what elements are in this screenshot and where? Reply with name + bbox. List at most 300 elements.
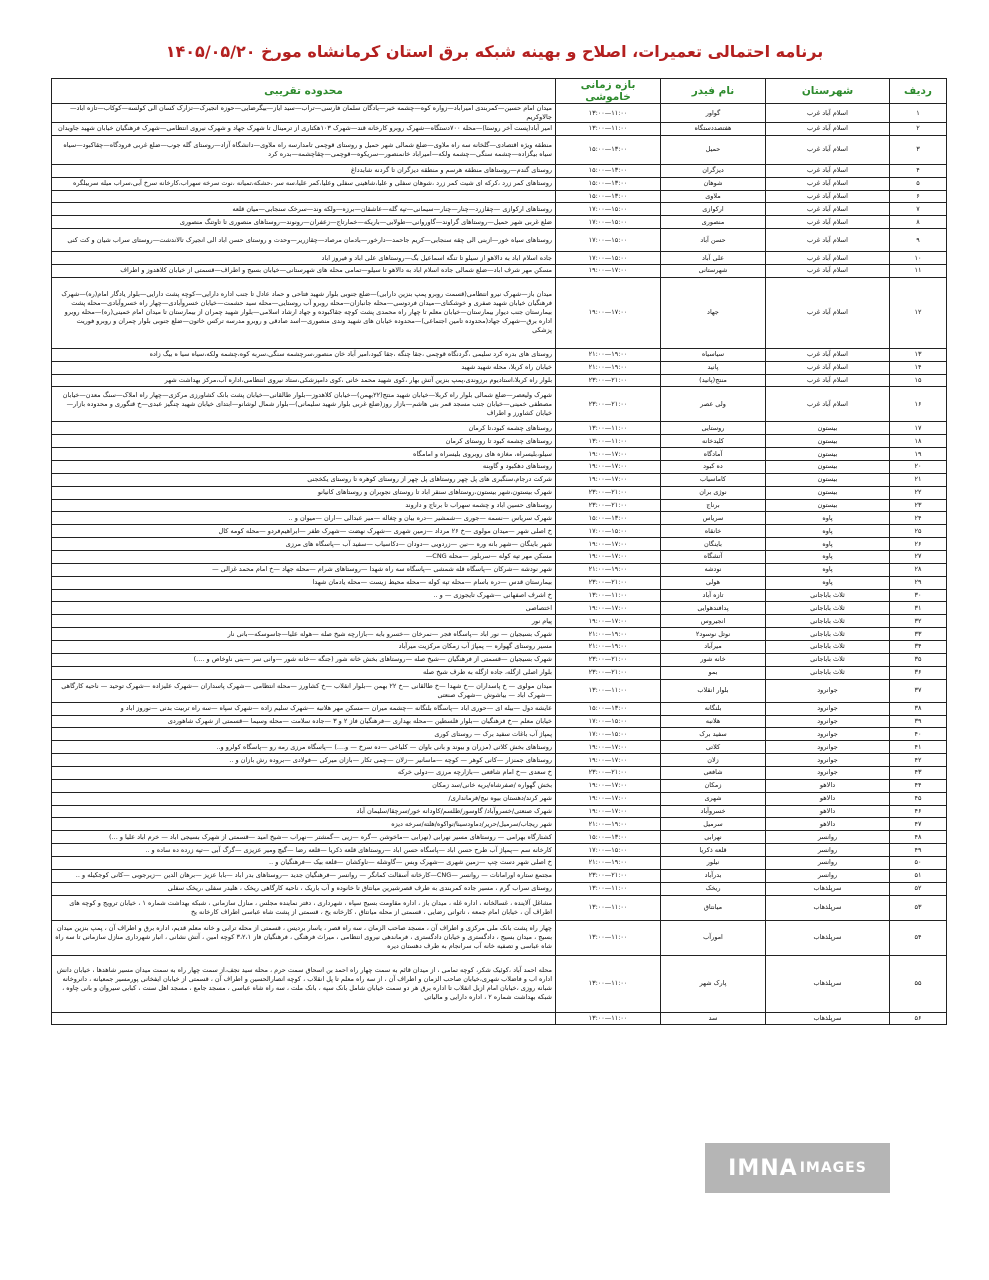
cell-row-number: ۲۰ [890,461,947,474]
table-row [52,104,947,123]
cell-outage-time: ۱۵:۰۰—۱۷:۰۰ [556,229,661,252]
table-row [52,525,947,538]
table-row [52,387,947,422]
table-row [52,177,947,190]
cell-row-number: ۵۲ [890,882,947,895]
cell-area: شهرک بیستون،شهر بیستون،روستاهای سنقر اباد تا روستای نجوبران و روستاهای کانیانو [52,486,556,499]
cell-county: اسلام آباد غرب [766,361,890,374]
document-title: برنامه احتمالی تعمیرات، اصلاح و بهینه شبکه برق استان کرمانشاه مورخ ۱۴۰۵/۰۵/۲۰ [165,42,824,61]
cell-row-number: ۲۶ [890,538,947,551]
cell-county: اسلام آباد غرب [766,277,890,348]
table-row [52,920,947,955]
cell-area: سیلو،بلیسراه، مغازه های روبروی بلیسراه و امامگاه [52,448,556,461]
cell-row-number: ۲۲ [890,486,947,499]
table-row [52,602,947,615]
cell-area: خ اشرف اصفهانی —شهرک تایجوزی — و .. [52,589,556,602]
table-row [52,754,947,767]
cell-feeder: روستایی [661,422,766,435]
cell-outage-time: ۱۳:۰۰—۱۵:۰۰ [556,831,661,844]
cell-outage-time: ۱۵:۰۰—۱۷:۰۰ [556,216,661,229]
table-row [52,666,947,679]
cell-feeder: منتج(پانید) [661,374,766,387]
cell-area: خیابان راه کربلا، محله شهید شهید [52,361,556,374]
cell-area: روستاهای ارکوازی —چقازرد—چنار—چنار—سیمانی—تپه گله—عاشقان—برزه—ولکه وند—سرخک سنجابی—میان قلعه [52,203,556,216]
cell-feeder: انجیروس [661,615,766,628]
cell-feeder: سرمیل [661,818,766,831]
cell-county: دالاهو [766,779,890,792]
table-row [52,856,947,869]
cell-outage-time: ۲۱:۰۰—۲۳:۰۰ [556,499,661,512]
cell-row-number: ۵۰ [890,856,947,869]
cell-feeder: علی آباد [661,252,766,265]
cell-row-number: ۴۲ [890,754,947,767]
cell-county: دالاهو [766,792,890,805]
table-row [52,818,947,831]
table-row [52,576,947,589]
cell-feeder: گواور [661,104,766,123]
watermark-sub: IMAGES [799,1160,867,1176]
cell-outage-time: ۱۵:۰۰—۱۷:۰۰ [556,715,661,728]
cell-feeder: تازه آباد [661,589,766,602]
cell-feeder: ده کبود [661,461,766,474]
cell-area: روستاهای چشمه کبود،تا کرمان [52,422,556,435]
cell-area: شهرک ولیعصر—ضلع شمالی بلوار راه کربلا—خیابان شهید منتج(۲۲بهمن)—خیابان کلاهدوز—بلوار طالقانی—خیابان پشت بانک کشاورزی مرکزی—چهار راه املاک—سنگ معدن—خیابان مصطفی خمینی—خیابان جنب مسجد قمر بنی هاشم—بازار روز(ضلع غربی بلوار شهید سلیمانی)—بلوار شمال لوشانو—ابتدای خیابان شهید چنگیز عبدی—خ قنگوری و محدوده بازار—خیابان کشاورز و اطراف [52,387,556,422]
cell-row-number: ۳۱ [890,602,947,615]
cell-feeder: جهاد [661,277,766,348]
table-row [52,728,947,741]
cell-county: پاوه [766,512,890,525]
cell-county: اسلام آباد غرب [766,374,890,387]
cell-outage-time: ۱۱:۰۰—۱۳:۰۰ [556,104,661,123]
cell-outage-time: ۱۷:۰۰—۱۹:۰۰ [556,461,661,474]
cell-county: سرپلذهاب [766,1012,890,1025]
cell-area: روستای گندم—روستاهای منطقه هرسم و منطقه دیزگران تا گردنه شابدداغ [52,164,556,177]
cell-row-number: ۱۶ [890,387,947,422]
cell-feeder: زمکان [661,779,766,792]
cell-row-number: ۲۳ [890,499,947,512]
cell-area: منطقه ویژه اقتصادی—گلخانه سه راه ملاوی—ضلع شمالی شهر حمیل و روستای قوچمی تامدارسه راه ملاوی—دانشگاه آزاد—روستای گله جوب—ضلع غربی فرودگاه—چقاکبود—سیاه سیاه بیگزاده—چشمه سنگی—چشمه ولکه—امیراباد خانمنصور—سریکوه—قوچمی—چقاچشمه—بدره کرد [52,135,556,164]
cell-feeder: شهری [661,792,766,805]
table-row [52,435,947,448]
cell-row-number: ۸ [890,216,947,229]
cell-outage-time: ۲۱:۰۰—۲۳:۰۰ [556,666,661,679]
cell-area: اختصاصی [52,602,556,615]
cell-outage-time: ۱۷:۰۰—۱۹:۰۰ [556,615,661,628]
cell-feeder: باینگان [661,538,766,551]
cell-area: کارخانه سم —پمپاژ آب طرح حسن اباد —پاسگاه حسن اباد —روستاهای قلعه ذکریا —قلعه رضا —گیچ ومیر عزیزی —گرگ آبی —تپه زرده ده ساده و .. [52,844,556,857]
cell-outage-time: ۱۷:۰۰—۱۹:۰۰ [556,602,661,615]
cell-row-number: ۵۵ [890,955,947,1012]
cell-row-number: ۱۵ [890,374,947,387]
cell-outage-time: ۱۵:۰۰—۱۷:۰۰ [556,252,661,265]
table-row [52,190,947,203]
cell-outage-time: ۲۱:۰۰—۲۳:۰۰ [556,766,661,779]
cell-outage-time: ۱۵:۰۰—۱۷:۰۰ [556,525,661,538]
table-row [52,895,947,920]
cell-feeder: سریاس [661,512,766,525]
cell-row-number: ۵ [890,177,947,190]
watermark-brand: IMNA [728,1155,798,1181]
cell-county: پاوه [766,525,890,538]
cell-county: پاوه [766,576,890,589]
cell-outage-time: ۱۱:۰۰—۱۳:۰۰ [556,1012,661,1025]
cell-row-number: ۱۳ [890,348,947,361]
cell-outage-time: ۱۹:۰۰—۲۱:۰۰ [556,348,661,361]
table-row [52,628,947,641]
table-row [52,551,947,564]
cell-county: اسلام آباد غرب [766,387,890,422]
column-header-outage-time: بازه زمانی خاموشی [556,79,661,104]
cell-feeder: بلوار انقلاب [661,679,766,702]
cell-row-number: ۵۳ [890,895,947,920]
cell-county: پاوه [766,538,890,551]
cell-row-number: ۲۷ [890,551,947,564]
cell-feeder: حمیل [661,135,766,164]
table-row [52,512,947,525]
cell-feeder: شهرستانی [661,265,766,278]
cell-outage-time: ۱۱:۰۰—۱۳:۰۰ [556,123,661,136]
cell-outage-time: ۱۳:۰۰—۱۵:۰۰ [556,512,661,525]
cell-county: جوانرود [766,715,890,728]
cell-row-number: ۲۹ [890,576,947,589]
table-row [52,955,947,1012]
cell-outage-time: ۲۱:۰۰—۲۳:۰۰ [556,387,661,422]
cell-row-number: ۶ [890,190,947,203]
cell-feeder: سفید برک [661,728,766,741]
table-row [52,702,947,715]
cell-outage-time: ۱۵:۰۰—۱۷:۰۰ [556,728,661,741]
cell-outage-time: ۱۳:۰۰—۱۵:۰۰ [556,177,661,190]
cell-outage-time: ۱۵:۰۰—۱۷:۰۰ [556,844,661,857]
cell-area: شهرک سریاس —نسمه —جوری —شمشیر —دره بیان و چغاله —میر عبدالی —اران —میوان و .. [52,512,556,525]
cell-feeder: سد [661,1012,766,1025]
cell-feeder: شوهان [661,177,766,190]
table-row [52,461,947,474]
cell-county: اسلام آباد غرب [766,190,890,203]
cell-county: سرپلذهاب [766,882,890,895]
cell-feeder: کاماسیاب [661,473,766,486]
cell-county: جوانرود [766,754,890,767]
cell-county: اسلام آباد غرب [766,348,890,361]
cell-row-number: ۹ [890,229,947,252]
cell-feeder: پدافندهوایی [661,602,766,615]
cell-area: میدان امام حسین—کمربندی امیراباد—زواره کوه—چشمه خیر—یادگان سلمان فارسی—تراب—سید ایاز—بیگرضایی—حوزه انجیرک—تزارک کسان الی کولسه—کوکاب—تازه اباد—جالاوکریم [52,104,556,123]
cell-row-number: ۱۸ [890,435,947,448]
imna-watermark [705,1143,890,1193]
cell-county: اسلام آباد غرب [766,164,890,177]
cell-area: میدان باز—شهرک نیرو انتظامی(قسمت روبرو پمپ بنزین دارابی)—ضلع جنوبی بلوار شهید فتاحی و حماد عادل تا جنب اداره دارایی—کوچه پشت دارایی—بلوار یادگار امام(ره)—شهرک فرهنگیان خیابان شهید صفری و خوشکنای—میدان فردوسی—محله جانبازان—محله روبرو آب روستایی—محله سید حشمت—خیابان خسروآبادی—چهار راه خسروآبادی—محله پشت بیمارستان جنب دیوار بیمارستان—خیابان معلم تا چهار راه محمدی پشت کوچه جقاکبوده و جهاد ارشاد اسلامی—بلوار شهید چمران از بیمارستان تا میدان امام خمینی(ره)—محله روبرو اداره برق—شهرک جهاد(محدوده تامین اجتماعی)—محدوده خیابان های شهید وندی منصوری—اسد صادقی و روبرو مدرسه ترکس خاتون—ضلع جنوبی بلوار چمران و روبرو فوریت پزشکی [52,277,556,348]
cell-row-number: ۲۸ [890,563,947,576]
cell-county: ثلاث باباجانی [766,589,890,602]
cell-row-number: ۳۷ [890,679,947,702]
cell-outage-time: ۱۳:۰۰—۱۵:۰۰ [556,190,661,203]
cell-feeder: بمو [661,666,766,679]
cell-county: پاوه [766,563,890,576]
cell-feeder: آتشگاه [661,551,766,564]
cell-outage-time: ۱۷:۰۰—۱۹:۰۰ [556,277,661,348]
cell-area: مجتمع ستاره اورامانات — روانسر —CNG—کارخانه آسفالت کمانگر — روانسر —فرهنگیان جدید —روستاهای بدر اباد —بابا عزیز —برهان الدین —زیرجوبی —کانی کوجکیله و .. [52,869,556,882]
table-row [52,741,947,754]
table-row [52,277,947,348]
cell-area: چهار راه پشت بانک ملی مرکزی و اطراف آن ، مسجد صاحب الزمان ، سه راه قصر ، یاسار بردیس ، قسمتی از محله ترابی و خانه معلم قدیم، اداره برق و اطراف آن ، پمپ بنزین میدان بسیج ، میدان بسیج ، دادگستری و خیابان دادگستری ، فرماندهی نیروی انتظامی ، میراث فرهنگی ، فرهنگیان فاز ۳،۲،۱ کوچه امین ، آتش نشانی ، انبار شهرداری منازل سازمانی تا سه راه شاه عباسی و تصفیه خانه آب سرانجام به طرف دهستان دیره [52,920,556,955]
table-row [52,473,947,486]
cell-feeder: قلعه ذکریا [661,844,766,857]
cell-feeder: خانقاه [661,525,766,538]
cell-feeder: نیلور [661,856,766,869]
cell-area: روستاهای کمر زرد ،کرکه ای شیت کمر زرد ،شوهان سفلی و علیا،شاهینی سفلی وعلیا،کمر علیا،سه سر ،حشکه،تمیانه ،نوت سرخه سهراب،کارخانه سرخ آبی،سراب میله سربیلگره [52,177,556,190]
cell-feeder: میرآباد [661,641,766,654]
column-header-row-number: ردیف [890,79,947,104]
cell-outage-time: ۲۱:۰۰—۲۳:۰۰ [556,374,661,387]
cell-outage-time: ۱۱:۰۰—۱۳:۰۰ [556,435,661,448]
cell-county: بیستون [766,422,890,435]
table-row [52,589,947,602]
cell-feeder: آمادگاه [661,448,766,461]
table-row [52,164,947,177]
cell-outage-time: ۱۹:۰۰—۲۱:۰۰ [556,818,661,831]
cell-row-number: ۳۲ [890,615,947,628]
cell-county: سرپلذهاب [766,955,890,1012]
cell-area: عایشه دول —بیله ای —حوری اباد —پاسگاه بلنگانه —چشمه میران —مسکن مهر هلانبه —شهرک سلیم زاده —شهرک سپاه —سه راه تربیت بدنی —نوروز اباد و [52,702,556,715]
table-row [52,641,947,654]
cell-outage-time: ۱۹:۰۰—۲۱:۰۰ [556,641,661,654]
cell-row-number: ۷ [890,203,947,216]
cell-row-number: ۴۸ [890,831,947,844]
cell-county: دالاهو [766,805,890,818]
cell-row-number: ۳۶ [890,666,947,679]
cell-outage-time: ۱۹:۰۰—۲۱:۰۰ [556,361,661,374]
table-row [52,766,947,779]
column-header-feeder: نام فیدر [661,79,766,104]
table-header-row [52,79,947,104]
cell-outage-time: ۱۵:۰۰—۱۷:۰۰ [556,203,661,216]
table-row [52,538,947,551]
cell-county: اسلام آباد غرب [766,135,890,164]
cell-row-number: ۵۴ [890,920,947,955]
cell-feeder: هفتصددستگاه [661,123,766,136]
table-row [52,229,947,252]
cell-outage-time: ۱۱:۰۰—۱۳:۰۰ [556,589,661,602]
cell-county: ثلاث باباجانی [766,628,890,641]
cell-outage-time: ۱۱:۰۰—۱۳:۰۰ [556,422,661,435]
cell-area: بلوار اصلی ازگله، جاده ازگله به طرف شیخ صله [52,666,556,679]
cell-county: بیستون [766,435,890,448]
cell-county: ثلاث باباجانی [766,602,890,615]
cell-county: بیستون [766,473,890,486]
cell-area: جاده اسلام اباد به دالاهو از سیلو تا تنگه اسماعیل بگ—روستاهای علی اباد و فیروز اباد [52,252,556,265]
cell-outage-time: ۱۳:۰۰—۱۵:۰۰ [556,702,661,715]
cell-outage-time: ۱۱:۰۰—۱۳:۰۰ [556,679,661,702]
table-row [52,486,947,499]
cell-area: روستاهای بخش کلاتی (مزران و بیوند و بانی باوان — کلیاخی —ده سرخ — و....) —پاسگاه مرزی رمه رو —پاسگاه کولرو و.. [52,741,556,754]
cell-outage-time: ۱۷:۰۰—۱۹:۰۰ [556,779,661,792]
cell-area: بلوار راه کربلا،استادیوم برزوندی،پمپ بنزین آتش بهار ،کوی شهید محمد خانی ،کوی دامپزشکی،ستاد نیروی انتظامی،اداره آب،مرکز بهداشت شهر [52,374,556,387]
table-row [52,348,947,361]
cell-county: ثلاث باباجانی [766,666,890,679]
cell-row-number: ۲۵ [890,525,947,538]
cell-feeder: هولی [661,576,766,589]
cell-outage-time: ۱۷:۰۰—۱۹:۰۰ [556,473,661,486]
cell-county: ثلاث باباجانی [766,615,890,628]
cell-area: بیمارستان قدس —دره باسام —محله تپه کوله —محله محیط زیست —محله یادمان شهدا [52,576,556,589]
cell-row-number: ۴۹ [890,844,947,857]
cell-area: خ اصلی شهر —میدان مولوی —خ ۲۶ مرداد —زمین شهری —شهرک نهضت —شهرک ظفر —ابراهیم‌فردو —محله کومه کال [52,525,556,538]
cell-county: اسلام آباد غرب [766,252,890,265]
cell-row-number: ۳۸ [890,702,947,715]
cell-feeder: نهرابی [661,831,766,844]
cell-area: روستاهای دهکبود و گاوبنه [52,461,556,474]
table-body [52,104,947,1025]
cell-row-number: ۴۱ [890,741,947,754]
cell-outage-time: ۱۳:۰۰—۱۵:۰۰ [556,164,661,177]
cell-county: سرپلذهاب [766,920,890,955]
cell-feeder: کلیدخانه [661,435,766,448]
cell-row-number: ۴ [890,164,947,177]
cell-row-number: ۴۴ [890,779,947,792]
cell-feeder: پارک شهر [661,955,766,1012]
column-header-area: محدوده تقریبی [52,79,556,104]
cell-outage-time: ۱۷:۰۰—۱۹:۰۰ [556,754,661,767]
cell-area: مسیر روستای گهواره — پمپاژ آب زمکان مرکزیت میرآباد [52,641,556,654]
cell-outage-time: ۱۷:۰۰—۱۹:۰۰ [556,551,661,564]
cell-county: اسلام آباد غرب [766,229,890,252]
table-row [52,203,947,216]
cell-area: روستای های بدره کرد سلیمی ،گردنگاه قوچمی ،جقا چنگه ،جقا کبود،امیر آباد خان منصور،سرچشمه سنگی،سربه کوه،چشمه ولکه،سیاه سیا ه بیگ زاده [52,348,556,361]
cell-county: اسلام آباد غرب [766,177,890,190]
cell-feeder: شافعی [661,766,766,779]
cell-feeder: پانید [661,361,766,374]
cell-outage-time: ۱۷:۰۰—۱۹:۰۰ [556,265,661,278]
cell-row-number: ۳۹ [890,715,947,728]
cell-row-number: ۱۴ [890,361,947,374]
cell-county: جوانرود [766,766,890,779]
cell-area: امیر آباد(پست آخر روستا)—محله ۷۰۰دستگاه—شهرک روبرو کارخانه قند—شهرک ۱۰۳هکتاری از ترمینال تا شهرک جهاد و شهرک نیروی انتظامی—شهرک فرهنگیان خیابان شهید جاویدان [52,123,556,136]
cell-outage-time: ۱۹:۰۰—۲۱:۰۰ [556,856,661,869]
cell-area: شهر باینگان —شهر بانه وره —نین —زردویی —دودان —دکاسیاب —سفید آب —پاسگاه های مرزی [52,538,556,551]
table-row [52,831,947,844]
table-row [52,563,947,576]
cell-county: روانسر [766,869,890,882]
cell-row-number: ۱۱ [890,265,947,278]
cell-outage-time: ۱۱:۰۰—۱۳:۰۰ [556,882,661,895]
cell-county: بیستون [766,499,890,512]
cell-row-number: ۴۶ [890,805,947,818]
cell-area: پیام نور [52,615,556,628]
cell-outage-time: ۱۱:۰۰—۱۳:۰۰ [556,920,661,955]
cell-row-number: ۱۹ [890,448,947,461]
cell-outage-time: ۲۱:۰۰—۲۳:۰۰ [556,576,661,589]
table-row [52,615,947,628]
cell-area: مشاغل آلاینده ، غسالخانه ، اداره غله ، میدان باز ، اداره مقاومت بسیج سپاه ، شهرداری ، دفتر نماینده مجلس ، منازل سازمانی ، شبکه بهداشت شماره ۱ ، خیابان ترویج و کوچه های اطراف آن ، خیابان امام جمعه ، ناتوانی رضایی ، قسمتی از محله میانتاق ، کارخانه یخ ، قسمتی از پشت شاه عباسی اطراف کارخانه یخ [52,895,556,920]
table-row [52,805,947,818]
cell-feeder: ولی عصر [661,387,766,422]
cell-row-number: ۴۰ [890,728,947,741]
cell-county: اسلام آباد غرب [766,123,890,136]
cell-outage-time: ۱۷:۰۰—۱۹:۰۰ [556,448,661,461]
cell-outage-time: ۲۱:۰۰—۲۳:۰۰ [556,653,661,666]
cell-row-number: ۲ [890,123,947,136]
table-row [52,882,947,895]
cell-feeder: سیاسیاه [661,348,766,361]
cell-row-number: ۳ [890,135,947,164]
cell-feeder: میانتاق [661,895,766,920]
cell-county: روانسر [766,844,890,857]
cell-outage-time: ۱۱:۰۰—۱۳:۰۰ [556,955,661,1012]
cell-outage-time: ۱۷:۰۰—۱۹:۰۰ [556,805,661,818]
cell-row-number: ۳۳ [890,628,947,641]
table-row [52,653,947,666]
cell-area: شهرک بسیجیان — نور اباد —پاسگاه فجر —نمرخان —خسرو بابه —بازارچه شیخ صله —هوله علیا—جاسوسکه—بانی نار [52,628,556,641]
cell-feeder: خانه شور [661,653,766,666]
cell-feeder: برناج [661,499,766,512]
cell-feeder: ارکوازی [661,203,766,216]
cell-row-number: ۴۷ [890,818,947,831]
table-row [52,135,947,164]
table-row [52,123,947,136]
cell-area: شرکت درجام،سنگبری های پل چهر روستاهای پل چهر از روستای کوهره تا روستای یکخجنی [52,473,556,486]
table-row [52,361,947,374]
table-row [52,715,947,728]
cell-outage-time: ۱۷:۰۰—۱۹:۰۰ [556,538,661,551]
cell-feeder: حسن آباد [661,229,766,252]
table-row [52,252,947,265]
cell-feeder: دیزگران [661,164,766,177]
cell-area: محله احمد آباد ،کوئیک شکر، کوچه تمامی ، از میدان قائم به سمت چهار راه احمد بن اسحاق سمت حرم ، محله سید نجف،از سمت چهار راه به سمت میدان مسیر شاهدها ، خیابان دانش اداره اب و فاضلاب شهری،خیابان صاحب الزمان و اطراف آن ، از سه راه معلم تا پل انقلاب ، کوچه انصارالحسین و اطراف آن ، قسمتی از خیابان ایفخانی پورمسیر جمعیانه ، دانروخانه شبانه روزی ،خیابان امام ازبل انقلاب تا اداره برق هر دو سمت خیابان شامل بانک سپه ، بانک ملت ، سه راه شاه عباسی ، مسجد جامع ، مسجد اهل سنت ، کبابی سیروان و بانی چاوه ، شبکه بهداشت شماره ۲ ، اداره دارایی و مالیاتی [52,955,556,1012]
cell-row-number: ۴۵ [890,792,947,805]
cell-area: شهرک بسیجیان —قسمتی از فرهنگیان —شیخ صله —روستاهای بخش خانه شور (جنگه —خانه شور —وانی سر —بنی ناوخاص و ....) [52,653,556,666]
cell-area: کشتارگاه بهرامی — روستاهای مسیر نهرابی (نهرابی —ماخوشن —گره —زیی —گمشتر —نهراب —شیخ امید —قسمتی از شهرک بسیجی اباد — خرم اباد علیا و ...) [52,831,556,844]
cell-outage-time: ۱۹:۰۰—۲۱:۰۰ [556,563,661,576]
cell-area: روستاهای جمنزار —کانی کوهر — کوچه —ماسانیر —زلان —چمی تکار —بازان میرکی —فولادی —بروده رش بازان و .. [52,754,556,767]
cell-feeder: زلان [661,754,766,767]
cell-feeder: ملاوی [661,190,766,203]
table-row [52,1012,947,1025]
cell-area [52,1012,556,1025]
cell-outage-time: ۲۱:۰۰—۲۳:۰۰ [556,869,661,882]
cell-row-number: ۲۴ [890,512,947,525]
cell-outage-time: ۲۱:۰۰—۲۳:۰۰ [556,486,661,499]
cell-outage-time: ۱۹:۰۰—۲۱:۰۰ [556,628,661,641]
cell-area: میدان مولوی — خ پاسداران —خ شهدا —خ طالقانی —خ ۲۲ بهمن —بلوار انقلاب —خ کشاورز —محله انتظامی —شهرک پاسداران —شهرک علیزاده —شهرک توحید — ناحیه کارگاهی —شهرک اباد — بیاشوش —شهرک صنعتی [52,679,556,702]
cell-area: شهر کرند/دهستان بیوه نیج/فرمانداری/ [52,792,556,805]
cell-county: بیستون [766,448,890,461]
cell-area: روستاهای حسین اباد و چشمه سهراب تا برناج و داروند [52,499,556,512]
cell-area: روستاهای چشمه کبود تا روستای کرمان [52,435,556,448]
table-row [52,499,947,512]
cell-feeder: خسروآباد [661,805,766,818]
cell-row-number: ۲۱ [890,473,947,486]
cell-county: جوانرود [766,741,890,754]
cell-row-number: ۴۳ [890,766,947,779]
cell-county: جوانرود [766,728,890,741]
cell-county: پاوه [766,551,890,564]
cell-row-number: ۱ [890,104,947,123]
cell-county: دالاهو [766,818,890,831]
cell-area: پمپاژ آب باغات سفید برک — روستای کوری [52,728,556,741]
cell-feeder: نوتل نوسود۲ [661,628,766,641]
cell-county: بیستون [766,486,890,499]
cell-county: جوانرود [766,679,890,702]
cell-county: بیستون [766,461,890,474]
cell-row-number: ۳۴ [890,641,947,654]
cell-feeder: بدرآباد [661,869,766,882]
table-row [52,792,947,805]
cell-row-number: ۳۰ [890,589,947,602]
cell-outage-time: ۱۷:۰۰—۱۹:۰۰ [556,792,661,805]
cell-county: اسلام آباد غرب [766,216,890,229]
table-row [52,844,947,857]
table-row [52,779,947,792]
